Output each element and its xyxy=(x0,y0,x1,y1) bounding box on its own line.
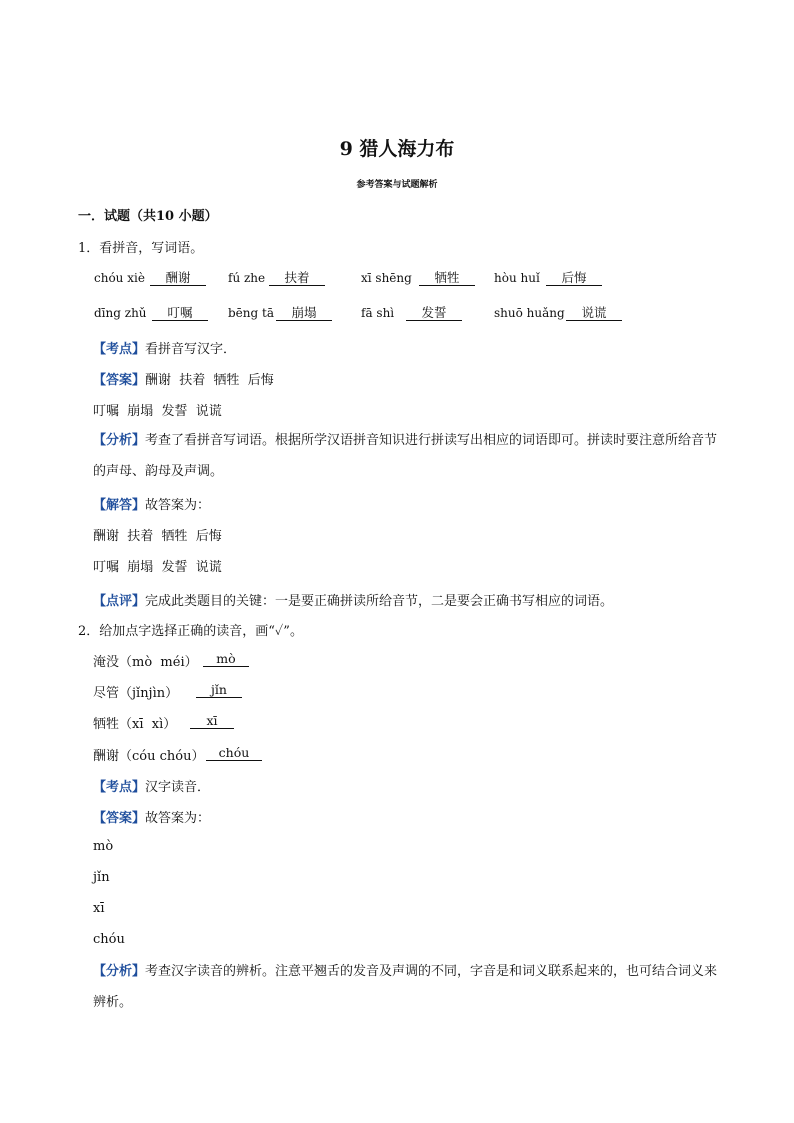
answer-line xyxy=(93,369,274,388)
answer-blank: chóu xyxy=(206,746,262,761)
reading-word: 淹没（mò méi） xyxy=(93,655,198,670)
analysis-paragraph xyxy=(93,956,718,1018)
page-title: 9 猎人海力布 xyxy=(339,138,455,160)
solution-text-1: 酬谢 扶着 牺牲 后悔 xyxy=(93,529,222,544)
solution-text-2: 叮嘱 崩塌 发誓 说谎 xyxy=(93,560,222,575)
analysis-tag: 【分析】 xyxy=(93,433,146,448)
section-heading: 一．试题（共10 小题） xyxy=(78,209,218,224)
kaodian-line xyxy=(93,776,210,795)
pinyin: fú zhe xyxy=(228,271,266,285)
comment-text: 完成此类题目的关键：一是要正确拼读所给音节，二是要会正确书写相应的词语。 xyxy=(145,594,614,609)
question-1-stem xyxy=(78,237,203,256)
answer-line xyxy=(93,807,210,826)
question-number: 2． xyxy=(78,624,100,639)
answer-blank: 牺牲 xyxy=(419,271,475,286)
answer-text: 故答案为： xyxy=(145,811,211,826)
reading-word: 牺牲（xī xì） xyxy=(93,717,177,732)
comment-tag: 【点评】 xyxy=(93,594,146,609)
pinyin: bēng tā xyxy=(228,306,274,320)
answer-blank: 崩塌 xyxy=(276,306,332,321)
answer-tag: 【答案】 xyxy=(93,811,146,826)
answer-value: jǐn xyxy=(93,870,110,885)
pinyin: chóu xiè xyxy=(94,271,145,285)
analysis-paragraph xyxy=(93,425,718,487)
solution-line xyxy=(93,494,210,513)
answer-blank: 后悔 xyxy=(546,271,602,286)
question-text: 给加点字选择正确的读音，画“✓”。 xyxy=(99,624,303,639)
solution-text: 故答案为： xyxy=(145,498,211,513)
question-text: 看拼音，写词语。 xyxy=(99,241,204,256)
pinyin: shuō huǎng xyxy=(494,306,565,320)
pinyin: xī shēng xyxy=(361,271,412,285)
answer-blank: 发誓 xyxy=(406,306,462,321)
answer-blank: jǐn xyxy=(196,683,242,698)
reading-word: 尽管（jǐnjìn） xyxy=(93,686,179,701)
pinyin: fā shì xyxy=(361,306,395,320)
kaodian-text: 看拼音写汉字． xyxy=(145,342,237,357)
question-number: 1． xyxy=(78,241,100,256)
kaodian-line xyxy=(93,338,236,357)
answer-tag: 【答案】 xyxy=(93,373,146,388)
answer-blank: xī xyxy=(190,714,234,729)
question-2-stem xyxy=(78,620,303,639)
answer-value: xī xyxy=(93,901,105,916)
answer-blank: mò xyxy=(203,652,249,667)
analysis-tag: 【分析】 xyxy=(93,964,146,979)
answer-blank: 叮嘱 xyxy=(152,306,208,321)
answer-value: mò xyxy=(93,839,114,854)
kaodian-tag: 【考点】 xyxy=(93,342,146,357)
solution-tag: 【解答】 xyxy=(93,498,146,513)
pinyin: hòu huǐ xyxy=(494,271,540,285)
reading-word: 酬谢（cóu chóu） xyxy=(93,749,205,764)
pinyin: dīng zhǔ xyxy=(94,306,147,320)
kaodian-text: 汉字读音． xyxy=(145,780,211,795)
answer-blank: 扶着 xyxy=(269,271,325,286)
answer-blank: 酬谢 xyxy=(150,271,206,286)
comment-line xyxy=(93,590,613,609)
analysis-text: 考查汉字读音的辨析。注意平翘舌的发音及声调的不同，字音是和词义联系起来的，也可结合词义来辨析。 xyxy=(93,964,718,1010)
answer-blank: 说谎 xyxy=(566,306,622,321)
answer-text: 酬谢 扶着 牺牲 后悔 xyxy=(145,373,274,388)
page-subtitle: 参考答案与试题解析 xyxy=(356,180,438,190)
analysis-text: 考查了看拼音写词语。根据所学汉语拼音知识进行拼读写出相应的词语即可。拼读时要注意所给音节的声母、韵母及声调。 xyxy=(93,433,718,479)
kaodian-tag: 【考点】 xyxy=(93,780,146,795)
answer-value: chóu xyxy=(93,932,125,947)
answer-text-2: 叮嘱 崩塌 发誓 说谎 xyxy=(93,404,222,419)
